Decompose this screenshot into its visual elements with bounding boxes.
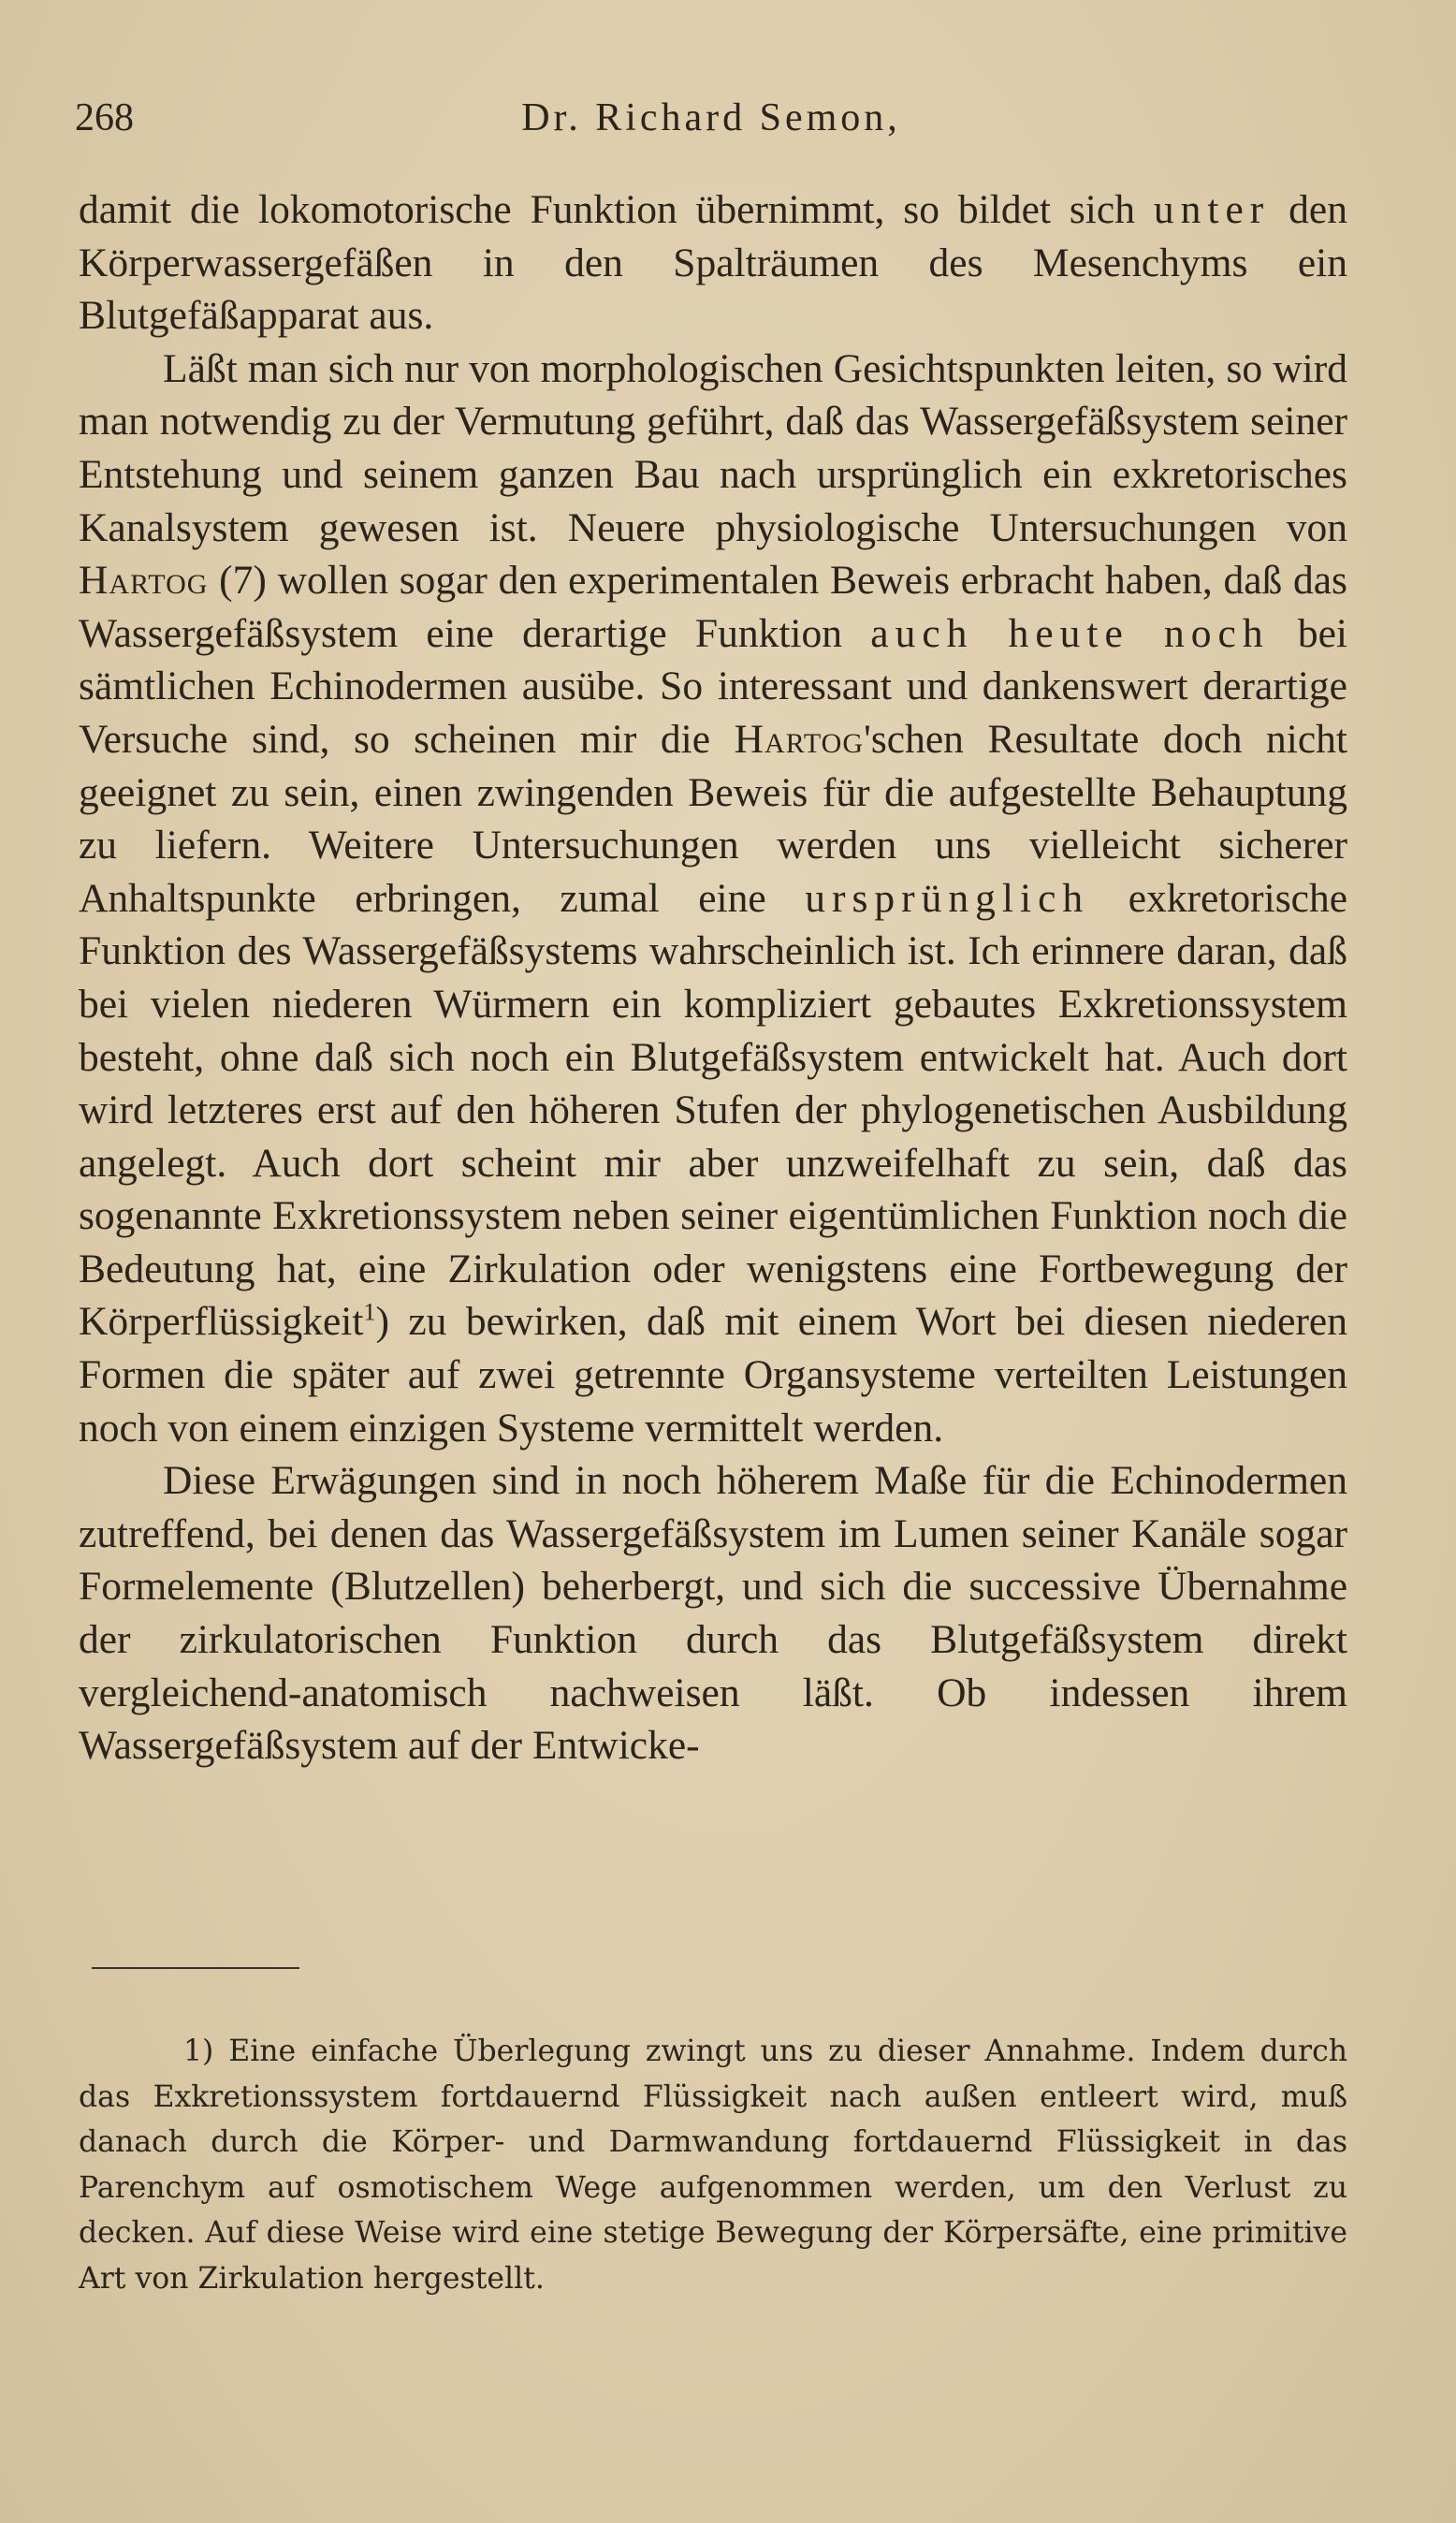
- text-run: (7) wollen sogar den experimentalen Beweis erbracht haben, daß das Wassergefäßsystem eine derartige Funktion: [79, 558, 1347, 656]
- paragraph-3: [79, 1454, 1347, 1772]
- running-head: Dr. Richard Semon,: [521, 96, 901, 139]
- footnotes: [79, 2029, 1347, 2302]
- body-text: [79, 183, 1347, 1772]
- footnote-divider: [92, 1967, 299, 1969]
- text-run: Diese Erwägungen sind in noch höherem Maße für die Echinodermen zutreffend, bei denen das Wassergefäßsystem im Lumen seiner Kanäle sogar Formelemente (Blutzellen) beherbergt, und sich die successive Übernahme der zirkulatorischen Funktion durch das Blutgefäßsystem direkt vergleichend-anatomisch nachweisen läßt. Ob indessen ihrem Wassergefäßsystem auf der Entwicke-: [79, 1458, 1347, 1769]
- paragraph-1: [79, 183, 1347, 343]
- author-name: Hartog: [79, 558, 209, 604]
- page-header: [75, 95, 1347, 152]
- text-run: ) zu bewirken, daß mit einem Wort bei diesen niederen Formen die später auf zwei getrennte Organsysteme verteilten Leistungen noch von einem einzigen Systeme vermittelt werden.: [79, 1299, 1347, 1451]
- paragraph-2: [79, 343, 1347, 1454]
- text-run: 'schen Resultate doch nicht geeignet zu sein, einen zwingenden Beweis für die aufgestellte Behauptung zu liefern. Weitere Untersuchungen werden uns vielleicht sicherer Anhaltspunkte erbringen, zumal eine: [79, 716, 1347, 921]
- spaced-emphasis: unter: [1153, 187, 1271, 232]
- page-number: 268: [75, 96, 134, 139]
- text-run: damit die lokomotorische Funktion übernimmt, so bildet sich: [79, 187, 1154, 232]
- text-run: Läßt man sich nur von morphologischen Gesichtspunkten leiten, so wird man notwendig zu der Vermutung geführt, daß das Wassergefäßsystem seiner Entstehung und seinem ganzen Bau nach ursprünglich ein exkretorisches Kanalsystem gewesen ist. Neuere physiologische Untersuchungen von: [79, 345, 1347, 550]
- spaced-emphasis: auch heute noch: [870, 610, 1270, 656]
- spaced-emphasis: ursprünglich: [805, 875, 1090, 921]
- text-run: bei sämtlichen Echinodermen ausübe. So interessant und dankenswert derartige Versuche sind, so scheinen mir die: [79, 610, 1348, 762]
- text-run: exkretorische Funktion des Wassergefäßsystems wahrscheinlich ist. Ich erinnere daran, daß bei vielen niederen Würmern ein kompliziert gebautes Exkretionssystem besteht, ohne daß sich noch ein Blutgefäßsystem entwickelt hat. Auch dort wird letzteres erst auf den höheren Stufen der phylogenetischen Ausbildung angelegt. Auch dort scheint mir aber unzweifelhaft zu sein, daß das sogenannte Exkretionssystem neben seiner eigentümlichen Funktion noch die Bedeutung hat, eine Zirkulation oder wenigstens eine Fortbewegung der Körperflüssigkeit: [79, 875, 1348, 1345]
- footnote-marker: 1: [363, 1298, 376, 1326]
- footnote-1: 1) Eine einfache Überlegung zwingt uns zu dieser Annahme. Indem durch das Exkretionssystem fortdauernd Flüssigkeit nach außen entleert wird, muß danach durch die Körper- und Darmwandung fortdauernd Flüssigkeit in das Parenchym auf osmotischem Wege aufgenommen werden, um den Verlust zu decken. Auf diese Weise wird eine stetige Bewegung der Körpersäfte, eine primitive Art von Zirkulation hergestellt.: [79, 2034, 1347, 2296]
- author-name: Hartog: [734, 716, 865, 762]
- text-run: den Körperwassergefäßen in den Spalträumen des Mesenchyms ein Blutgefäßapparat aus.: [79, 187, 1347, 339]
